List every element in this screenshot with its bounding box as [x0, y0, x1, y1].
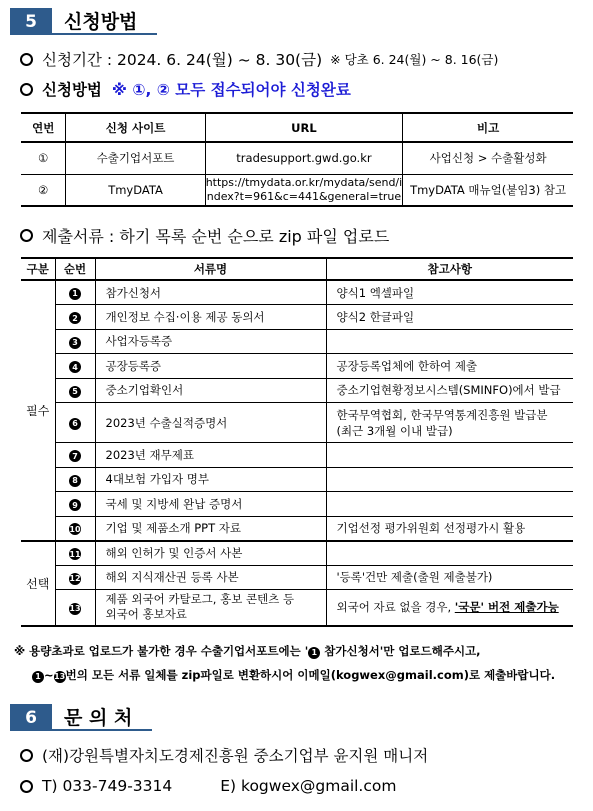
contact-phone-line	[20, 777, 396, 795]
footnote-line-1	[14, 643, 481, 659]
table-row	[21, 467, 573, 492]
number-badge: 1	[308, 647, 320, 659]
table-row	[21, 280, 573, 305]
doc-ref	[326, 329, 573, 354]
table-row	[21, 378, 573, 403]
col-header: 신청 사이트	[66, 113, 205, 142]
table-row	[21, 443, 573, 468]
doc-name: 2023년 수출실적증명서	[95, 403, 326, 443]
number-badge: 6	[69, 418, 81, 430]
doc-ref: 양식2 한글파일	[326, 305, 573, 330]
number-badge: 7	[69, 450, 81, 462]
doc-name: 해외 지식재산권 등록 사본	[95, 565, 326, 590]
method-line	[20, 78, 351, 100]
row-number-cell	[55, 280, 95, 305]
doc-ref	[326, 443, 573, 468]
number-badge: 8	[69, 475, 81, 487]
doc-ref: 공장등록업체에 한하여 제출	[326, 354, 573, 379]
footnote-text: 참가신청서'만 업로드해주시고,	[320, 644, 481, 658]
table-header-row	[21, 258, 573, 280]
footnote-line-2	[32, 667, 555, 683]
doc-name: 개인정보 수집·이용 제공 동의서	[95, 305, 326, 330]
row-number-cell	[55, 590, 95, 626]
table-row	[21, 516, 573, 541]
table-row	[21, 354, 573, 379]
docs-table	[21, 257, 573, 627]
number-badge: 2	[69, 312, 81, 324]
row-number-cell	[55, 492, 95, 517]
row-number-cell	[55, 305, 95, 330]
doc-name	[95, 590, 326, 626]
table-row	[21, 565, 573, 590]
row-number-cell	[55, 565, 95, 590]
url-line: ndex?t=961&c=441&general=true	[206, 189, 402, 203]
site-url[interactable]: tradesupport.gwd.go.kr	[205, 142, 403, 174]
row-number-cell	[55, 329, 95, 354]
contact-email[interactable]: E) kogwex@gmail.com	[220, 777, 397, 795]
circle-bullet-icon	[20, 229, 33, 242]
doc-ref: '등록'건만 제출(출원 제출불가)	[326, 565, 573, 590]
doc-ref: 기업선정 평가위원회 선정평가시 활용	[326, 516, 573, 541]
footnote-text: ※ 용량초과로 업로드가 불가한 경우 수출기업서포트에는 '	[14, 644, 309, 658]
table-row	[21, 142, 573, 174]
circle-bullet-icon	[20, 53, 33, 66]
number-badge: 11	[69, 549, 81, 559]
doc-name: 해외 인허가 및 인증서 사본	[95, 541, 326, 566]
site-name: TmyDATA	[66, 174, 205, 206]
number-badge: 5	[69, 386, 81, 398]
table-row	[21, 541, 573, 566]
col-header: URL	[205, 113, 403, 142]
doc-name: 국세 및 지방세 완납 증명서	[95, 492, 326, 517]
doc-name: 공장등록증	[95, 354, 326, 379]
contact-org-line	[20, 744, 428, 766]
period-line	[20, 48, 498, 70]
table-row	[21, 329, 573, 354]
doc-name: 사업자등록증	[95, 329, 326, 354]
doc-ref: 양식1 엑셀파일	[326, 280, 573, 305]
doc-ref	[326, 467, 573, 492]
contact-phone: T) 033-749-3314	[42, 777, 173, 795]
col-header: 순번	[55, 258, 95, 280]
col-header: 비고	[403, 113, 573, 142]
col-header: 구분	[21, 258, 55, 280]
number-badge: 3	[69, 337, 81, 349]
doc-ref	[326, 541, 573, 566]
section-number: 5	[10, 8, 52, 35]
number-badge: 9	[69, 499, 81, 511]
number-badge: 4	[69, 361, 81, 373]
row-number-cell	[55, 443, 95, 468]
doc-ref: 중소기업현황정보시스템(SMINFO)에서 발급	[326, 378, 573, 403]
number-badge: 13	[54, 672, 66, 681]
number-badge: 1	[32, 671, 44, 683]
doc-ref-line: 한국무역협회, 한국무역통계진흥원 발급분	[336, 407, 548, 422]
row-number-cell	[55, 467, 95, 492]
section-number: 6	[10, 704, 52, 731]
table-header-row	[21, 113, 573, 142]
row-number-cell	[55, 516, 95, 541]
col-header: 참고사항	[326, 258, 573, 280]
site-note: TmyDATA 매뉴얼(붙임3) 참고	[403, 174, 573, 206]
period-note: ※ 당초 6. 24(월) ~ 8. 16(금)	[330, 52, 499, 67]
table-row	[21, 305, 573, 330]
table-row	[21, 590, 573, 626]
footnote-text: ~	[44, 668, 54, 682]
row-number-cell	[55, 354, 95, 379]
row-number: ②	[21, 174, 66, 206]
row-number: ①	[21, 142, 66, 174]
doc-ref	[326, 403, 573, 443]
url-line: https://tmydata.or.kr/mydata/send/i	[205, 176, 403, 189]
doc-name: 기업 및 제품소개 PPT 자료	[95, 516, 326, 541]
doc-ref-line: (최근 3개월 이내 발급)	[336, 423, 453, 438]
site-note: 사업신청 > 수출활성화	[403, 142, 573, 174]
doc-name-line: 제품 외국어 카탈로그, 홍보 콘텐츠 등	[105, 592, 295, 607]
site-name: 수출기업서포트	[66, 142, 205, 174]
col-header: 연번	[21, 113, 66, 142]
table-row	[21, 174, 573, 206]
section-6-header	[10, 704, 152, 731]
section-title: 문 의 처	[52, 704, 152, 731]
number-badge: 12	[69, 574, 81, 583]
col-header: 서류명	[95, 258, 326, 280]
site-url[interactable]	[205, 174, 403, 206]
number-badge: 1	[69, 288, 81, 300]
section-5-header	[10, 8, 157, 35]
period-label: 신청기간 : 2024. 6. 24(월) ~ 8. 30(금)	[42, 51, 323, 69]
row-number-cell	[55, 541, 95, 566]
doc-name-line: 외국어 홍보자료	[105, 607, 187, 622]
footnote-text: 번의 모든 서류 일체를 zip파일로 변환하시어 이메일(kogwex@gmail.com)로 제출바랍니다.	[65, 668, 556, 682]
contact-org: (재)강원특별자치도경제진흥원 중소기업부 윤지원 매니저	[42, 747, 429, 765]
circle-bullet-icon	[20, 749, 33, 762]
sites-table	[21, 112, 573, 207]
doc-ref	[326, 492, 573, 517]
row-number-cell	[55, 378, 95, 403]
method-label: 신청방법	[42, 81, 102, 99]
doc-name: 4대보험 가입자 명부	[95, 467, 326, 492]
docs-line	[20, 224, 389, 247]
section-title: 신청방법	[52, 8, 157, 35]
circle-bullet-icon	[20, 83, 33, 96]
doc-name: 중소기업확인서	[95, 378, 326, 403]
doc-name: 참가신청서	[95, 280, 326, 305]
method-highlight: ※ ①, ② 모두 접수되어야 신청완료	[111, 81, 351, 99]
category-required: 필수	[21, 280, 55, 541]
doc-name: 2023년 재무제표	[95, 443, 326, 468]
doc-ref	[326, 590, 573, 626]
docs-label: 제출서류 : 하기 목록 순번 순으로 zip 파일 업로드	[42, 227, 390, 246]
number-badge: 10	[69, 524, 81, 534]
doc-ref-emphasis: '국문' 버전 제출가능	[454, 599, 559, 614]
number-badge: 13	[69, 603, 81, 615]
category-optional: 선택	[21, 541, 55, 626]
table-row	[21, 492, 573, 517]
circle-bullet-icon	[20, 780, 33, 793]
doc-ref-prefix: 외국어 자료 없을 경우,	[336, 599, 455, 614]
table-row	[21, 403, 573, 443]
row-number-cell	[55, 403, 95, 443]
